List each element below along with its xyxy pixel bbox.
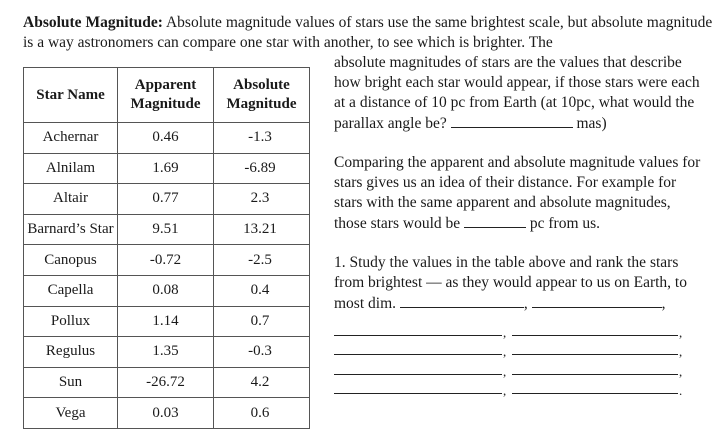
answer-line-row: , , bbox=[334, 338, 694, 358]
absolute-magnitude-cell: -2.5 bbox=[214, 245, 310, 276]
star-name-cell: Pollux bbox=[24, 306, 118, 337]
apparent-magnitude-cell: 1.69 bbox=[118, 153, 214, 184]
star-name-cell: Regulus bbox=[24, 337, 118, 368]
rank-answer-blank[interactable] bbox=[334, 354, 502, 355]
answer-line-row: , , bbox=[334, 357, 694, 377]
table-row bbox=[24, 398, 310, 429]
intro-heading: Absolute Magnitude: bbox=[23, 14, 163, 31]
ranking-question-text: 1. Study the values in the table above and rank the stars from brightest — as they would appear to us on Earth, to most dim. bbox=[334, 254, 687, 312]
table-row bbox=[24, 337, 310, 368]
star-name-cell: Altair bbox=[24, 184, 118, 215]
apparent-magnitude-cell: 1.14 bbox=[118, 306, 214, 337]
rank-answer-blank[interactable] bbox=[334, 393, 502, 394]
parallax-question bbox=[334, 53, 704, 134]
absolute-magnitude-cell: -1.3 bbox=[214, 123, 310, 154]
star-name-cell: Vega bbox=[24, 398, 118, 429]
star-name-cell: Barnard’s Star bbox=[24, 214, 118, 245]
rank-answer-blank[interactable] bbox=[334, 374, 502, 375]
rank-answer-blank[interactable] bbox=[334, 335, 502, 336]
table-row bbox=[24, 367, 310, 398]
star-name-cell: Alnilam bbox=[24, 153, 118, 184]
apparent-magnitude-cell: 1.35 bbox=[118, 337, 214, 368]
absolute-magnitude-cell: 0.6 bbox=[214, 398, 310, 429]
distance-question bbox=[334, 153, 704, 234]
table-row bbox=[24, 153, 310, 184]
answer-line-row: , , bbox=[334, 318, 694, 338]
rank-answer-blank[interactable] bbox=[512, 393, 678, 394]
intro-text: Absolute magnitude values of stars use the same brightest scale, but absolute magnitude is a way astronomers can compare one star with another, to see which is brighter. The bbox=[23, 14, 713, 51]
absolute-magnitude-cell: -6.89 bbox=[214, 153, 310, 184]
star-name-cell: Achernar bbox=[24, 123, 118, 154]
rank-answer-blank[interactable] bbox=[532, 293, 662, 308]
distance-question-suffix: pc from us. bbox=[529, 215, 601, 232]
ranking-answer-lines bbox=[334, 318, 694, 396]
rank-answer-blank[interactable] bbox=[512, 354, 678, 355]
distance-answer-blank[interactable] bbox=[464, 213, 526, 228]
apparent-magnitude-cell: 0.77 bbox=[118, 184, 214, 215]
parallax-answer-blank[interactable] bbox=[451, 113, 573, 128]
rank-answer-blank[interactable] bbox=[512, 335, 678, 336]
apparent-magnitude-cell: 9.51 bbox=[118, 214, 214, 245]
header-absolute-magnitude: Absolute Magnitude bbox=[214, 68, 310, 123]
star-magnitude-table bbox=[23, 67, 310, 429]
star-name-cell: Sun bbox=[24, 367, 118, 398]
star-name-cell: Capella bbox=[24, 275, 118, 306]
ranking-question: 1. Study the values in the table above and rank the stars from brightest — as they would appear to us on Earth, to most dim. , , bbox=[334, 254, 687, 312]
rank-answer-blank[interactable] bbox=[400, 293, 524, 308]
absolute-magnitude-cell: 2.3 bbox=[214, 184, 310, 215]
table-row bbox=[24, 245, 310, 276]
rank-answer-blank[interactable] bbox=[512, 374, 678, 375]
apparent-magnitude-cell: -0.72 bbox=[118, 245, 214, 276]
header-star-name: Star Name bbox=[24, 68, 118, 123]
apparent-magnitude-cell: 0.46 bbox=[118, 123, 214, 154]
absolute-magnitude-cell: -0.3 bbox=[214, 337, 310, 368]
answer-line-row: , . bbox=[334, 377, 694, 397]
distance-question-text: Comparing the apparent and absolute magnitude values for stars gives us an idea of their distance. For example for stars with the same apparent and absolute magnitudes, those stars would be bbox=[334, 154, 701, 232]
header-apparent-magnitude: Apparent Magnitude bbox=[118, 68, 214, 123]
apparent-magnitude-cell: 0.08 bbox=[118, 275, 214, 306]
absolute-magnitude-cell: 0.4 bbox=[214, 275, 310, 306]
intro-paragraph bbox=[23, 13, 713, 53]
table-row bbox=[24, 306, 310, 337]
table-row bbox=[24, 123, 310, 154]
star-name-cell: Canopus bbox=[24, 245, 118, 276]
parallax-question-text: absolute magnitudes of stars are the values that describe how bright each star would appear, if those stars were each at a distance of 10 pc from Earth (at 10pc, what would the parallax angle be? bbox=[334, 54, 700, 132]
absolute-magnitude-cell: 4.2 bbox=[214, 367, 310, 398]
absolute-magnitude-cell: 13.21 bbox=[214, 214, 310, 245]
table-row bbox=[24, 214, 310, 245]
table-row bbox=[24, 275, 310, 306]
absolute-magnitude-cell: 0.7 bbox=[214, 306, 310, 337]
apparent-magnitude-cell: 0.03 bbox=[118, 398, 214, 429]
table-header-row bbox=[24, 68, 310, 123]
parallax-question-suffix: mas) bbox=[576, 115, 607, 132]
table-row bbox=[24, 184, 310, 215]
apparent-magnitude-cell: -26.72 bbox=[118, 367, 214, 398]
